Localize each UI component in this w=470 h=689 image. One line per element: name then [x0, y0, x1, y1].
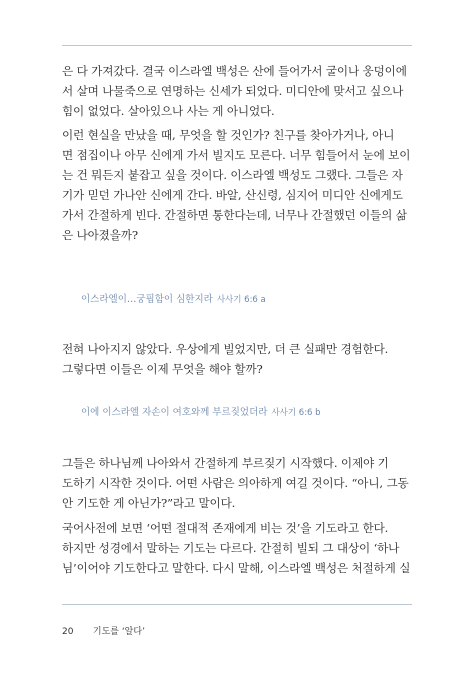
text-line: 님’이어야 기도한다고 말한다. 다시 말해, 이스라엘 백성은 처절하게 실 [62, 561, 411, 575]
text-line: 그들은 하나님께 나아와서 간절하게 부르짖기 시작했다. 이제야 기 [62, 456, 389, 470]
text-line: 이런 현실을 만났을 때, 무엇을 할 것인가? 친구를 찾아가거나, 아니 [62, 128, 395, 142]
scripture-quote-2 [81, 403, 411, 423]
paragraph-1 [62, 61, 412, 121]
footer-rule [62, 604, 412, 605]
text-line: 가서 간절하게 빈다. 간절하면 통한다는데, 너무나 간절했던 이들의 삶 [62, 208, 407, 222]
paragraph-4 [62, 453, 412, 513]
quote-text: 이스라엘이…궁핍함이 심한지라 [81, 294, 213, 305]
text-line: 힘이 없었다. 살아있으나 사는 게 아니었다. [62, 104, 275, 118]
running-title: 기도를 ‘알다’ [92, 627, 145, 637]
text-line: 은 나아졌을까? [62, 228, 138, 242]
quote-reference: 사사기 6:6 b [271, 408, 321, 418]
text-line: 서 살며 나물죽으로 연명하는 신세가 되었다. 미디안에 맞서고 싶으나 [62, 84, 404, 98]
text-line: 는 건 뭐든지 붙잡고 싶을 것이다. 이스라엘 백성도 그랬다. 그들은 자 [62, 168, 403, 182]
page-number: 20 [62, 627, 74, 637]
text-line: 국어사전에 보면 ‘어떤 절대적 존재에게 비는 것’을 기도라고 한다. [62, 521, 389, 535]
quote-reference: 사사기 6:6 a [216, 295, 266, 305]
text-line: 도하기 시작한 것이다. 어떤 사람은 의아하게 여길 것이다. “아니, 그동 [62, 476, 409, 490]
text-line: 면 점집이나 아무 신에게 가서 빌지도 모른다. 너무 힘들어서 눈에 보이 [62, 148, 411, 162]
paragraph-5 [62, 518, 412, 578]
text-line: 안 기도한 게 아닌가?”라고 말이다. [62, 496, 236, 510]
text-line: 기가 믿던 가나안 신에게 간다. 바알, 산신령, 심지어 미디안 신에게도 [62, 188, 403, 202]
page-footer [62, 624, 145, 640]
text-line: 그렇다면 이들은 이제 무엇을 해야 할까? [62, 362, 263, 376]
text-line: 은 다 가져갔다. 결국 이스라엘 백성은 산에 들어가서 굴이나 웅덩이에 [62, 64, 407, 78]
paragraph-3 [62, 339, 412, 379]
paragraph-2 [62, 125, 412, 245]
text-line: 하지만 성경에서 말하는 기도는 다르다. 간절히 빌되 그 대상이 ‘하나 [62, 541, 400, 555]
scripture-quote-1 [81, 290, 411, 310]
quote-text: 이에 이스라엘 자손이 여호와께 부르짖었더라 [81, 407, 268, 418]
header-rule [62, 45, 412, 46]
text-line: 전혀 나아지지 않았다. 우상에게 빌었지만, 더 큰 실패만 경험한다. [62, 342, 389, 356]
